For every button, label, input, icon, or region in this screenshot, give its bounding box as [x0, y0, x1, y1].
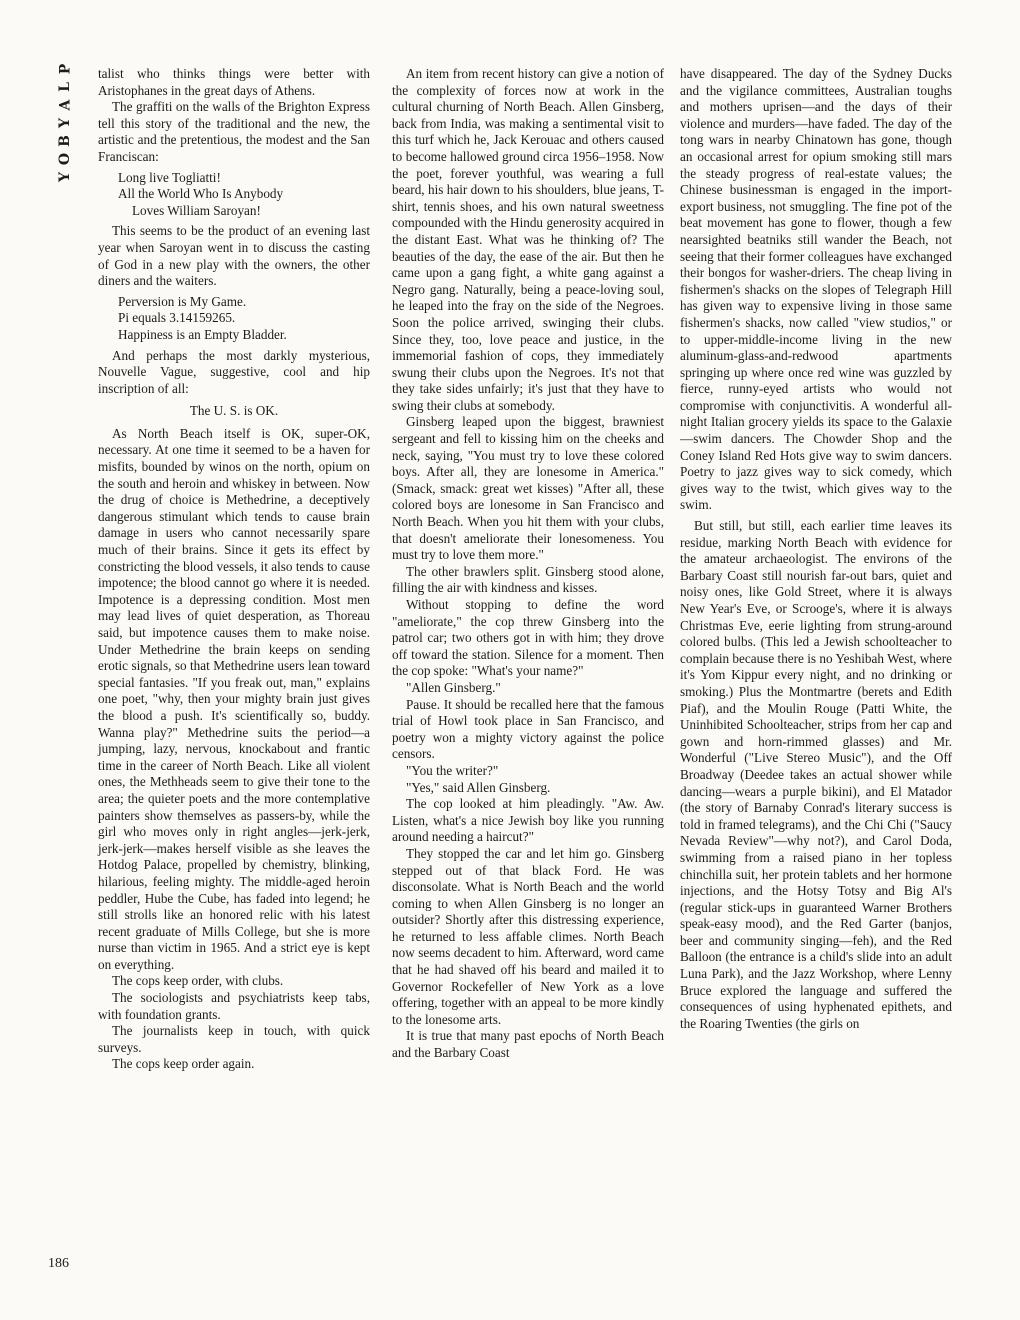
paragraph: have disappeared. The day of the Sydney Ducks and the vigilance committees, Australian toughs and mothers uprisen—and the days of their violence and murders—have faded. The day of the tong wars in nearby Chinatown has gone, though an occasional arrest for opium smoking still mars the steady progress of real-estate values; the Chinese businessman is engaged in the import-export business, not smuggling. The fine pot of the beat movement has gone to flower, though a few nearsighted beatniks still wander the Beach, not seeing that their former colleagues have exchanged their bongos for washer-driers. The cheap living in fishermen's shacks on the slopes of Telegraph Hill has given way to expensive living in those same fishermen's shacks, now called "view studios," or to upper-middle-income living in the new aluminum-glass-and-redwood apartments springing up where once red wine was guzzled by fierce, runny-eyed artists who would not compromise with conjunctivitis. A wonderful all-night Italian grocery yields its space to the Galaxie—swim dancers. The Chowder Shop and the Coney Island Red Hots give way to swim dancers. Poetry to jazz gives way to sick comedy, which gives way to the twist, which gives way to the swim.: [680, 66, 952, 513]
paragraph: An item from recent history can give a notion of the complexity of forces now at work in the cultural churning of North Beach. Allen Ginsberg, back from India, was making a sentimental visit to this turf which he, Jack Kerouac and others caused to become hallowed ground circa 1956–1958. Now the poet, forever youthful, was wearing a full beard, his hair down to his shoulders, blue jeans, T-shirt, tennis shoes, and his own natural sweetness compounded with the Hindu generosity acquired in the distant East. What was he thinking of? The beauties of the day, the ease of the air. But then he came upon a gang fight, a white gang against a Negro gang. Naturally, being a peace-loving soul, he leaped into the fray on the side of the Negroes. Soon the police arrived, swinging their clubs. Since they, too, love peace and justice, in the immemorial fashion of cops, they immediately swung their clubs upon the Negroes. It's not that they take sides unfairly; it's just that they have to swing their clubs at somebody.: [392, 66, 664, 413]
paragraph: Long live Togliatti!: [118, 169, 221, 185]
paragraph: The U. S. is OK.: [189, 403, 279, 419]
paragraph: "Allen Ginsberg.": [406, 679, 501, 695]
text-column-3: [680, 66, 952, 1032]
paragraph: The other brawlers split. Ginsberg stood alone, filling the air with kindness and kisses.: [392, 563, 664, 596]
paragraph: As North Beach itself is OK, super-OK, necessary. At one time it seemed to be a haven for misfits, bounded by winos on the north, opium on the south and heroin and whiskey in between. Now the drug of choice is Methedrine, a deceptively dangerous stimulant which tends to cause brain damage in users who cannot necessarily spare much of their brains. Since it gets its effect by constricting the blood vessels, it also tends to cause impotence; the blood cannot go where it is needed. Impotence is a depressing condition. Most men may lead lives of quiet desperation, as Thoreau said, but impotence causes them to make noise. Under Methedrine the brain keeps on sending erotic signals, so that Methedrine users lean toward special fantasies. "If you freak out, man," explains one poet, "why, then your mighty brain just gives the blood a push. It's scientifically so, buddy. Wanna play?" Methedrine suits the period—a jumping, lazy, nervous, knockabout and frantic time in the career of North Beach. Like all violent ones, the Methheads seem to give their tone to the area; the quieter poets and the more contemplative painters show themselves as passers-by, while the girl who moves only in right angles—jerk-jerk, jerk-jerk—makes herself visible as she leaves the Hotdog Palace, propelled by chemistry, blinking, hilarious, feeling mighty. The middle-aged heroin peddler, Hube the Cube, has faded into legend; he still strolls like an honored relic with his latest recent graduate of Mills College, but she is more nurse than victim in 1965. And a strict eye is kept on everything.: [98, 425, 370, 972]
masthead-letter: P: [57, 63, 73, 75]
paragraph: The journalists keep in touch, with quick surveys.: [98, 1023, 370, 1055]
paragraph: All the World Who Is Anybody: [118, 186, 284, 202]
paragraph: Pi equals 3.14159265.: [118, 310, 236, 326]
paragraph: The graffiti on the walls of the Brighton Express tell this story of the traditional and the new, the artistic and the pretentious, the modest and the San Franciscan:: [98, 99, 370, 164]
paragraph: Happiness is an Empty Bladder.: [118, 326, 287, 342]
paragraph: It is true that many past epochs of North Beach and the Barbary Coast: [392, 1028, 664, 1061]
paragraph: The cops keep order again.: [112, 1056, 255, 1072]
paragraph: They stopped the car and let him go. Ginsberg stepped out of that black Ford. He was disconsolate. What is North Beach and the world coming to when Allen Ginsberg is no longer an outsider? Shortly after this distressing experience, he returned to less affable climes. North Beach now seems decadent to him. Afterward, word came that he had shaved off his beard and mailed it to Governor Rockefeller of New York as a love offering, together with an appeal to be more kindly to the lonesome arts.: [392, 845, 664, 1027]
paragraph: Loves William Saroyan!: [132, 202, 261, 218]
paragraph: "You the writer?": [406, 762, 499, 778]
paragraph: "Yes," said Allen Ginsberg.: [406, 779, 551, 795]
paragraph: This seems to be the product of an evening last year when Saroyan went in to discuss the casting of God in a new play with the owners, the other diners and the waiters.: [98, 223, 370, 289]
masthead-letter: Y: [57, 118, 73, 128]
text-column-1: [98, 66, 370, 1073]
paragraph: Without stopping to define the word "ameliorate," the cop threw Ginsberg into the patrol car; two others got in with him; they drove off toward the station. Silence for a moment. Then the cop spoke: "What's your name?": [392, 597, 664, 679]
magazine-masthead: [50, 60, 80, 186]
paragraph: Perversion is My Game.: [118, 293, 247, 309]
paragraph: talist who thinks things were better with Aristophanes in the great days of Athens.: [98, 66, 370, 98]
page-number: 186: [48, 1256, 69, 1271]
paragraph: The cops keep order, with clubs.: [112, 973, 284, 989]
paragraph: Pause. It should be recalled here that the famous trial of Howl took place in San Francisco, and poetry won a mighty victory against the police censors.: [392, 696, 664, 762]
masthead-letter: Y: [57, 172, 73, 182]
masthead-letter: O: [56, 152, 73, 166]
paragraph: The sociologists and psychiatrists keep tabs, with foundation grants.: [98, 990, 370, 1022]
paragraph: But still, but still, each earlier time leaves its residue, marking North Beach with evidence for the amateur archaeologist. The environs of the Barbary Coast still nourish far-out bars, quiet and noisy ones, like Gold Street, where it is always New Year's Eve, or Scrooge's, where it is always Christmas Eve, eerie lighting from strung-around colored bulbs. (This led a Jewish schoolteacher to complain because there is no Yeshibah West, where it's Yom Kippur every night, and no drinking or smoking.) Plus the Montmartre (berets and Edith Piaf), and the Moulin Rouge (Patti White, the Uninhibited Schoolteacher, strips from her cap and gown and horn-rimmed glasses) and Mr. Wonderful ("Live Stereo Music"), and the Off Broadway (Deedee takes an actual shower while dancing—wears a purple bikini), and El Matador (the story of Barnaby Conrad's literary success is told in framed telegrams), and the Chi Chi ("Saucy Nevada Review"—why not?), and Carol Doda, swimming from a raised piano in her topless chinchilla suit, her protein tablets and her hormone injections, and the Hotsy Totsy and Big Al's (regular stick-ups in guaranteed Warner Brothers speak-easy mood), and the Red Garter (banjos, beer and community singing—feh), and the Red Balloon (the entrance is a child's slide into an adult Luna Park), and the Jazz Workshop, where Lenny Bruce explored the language and suffered the consequences of using hyphenated epithets, and the Roaring Twenties (the girls on: [680, 518, 952, 1031]
masthead-letter: A: [57, 99, 73, 111]
masthead-letter: B: [57, 135, 73, 147]
paragraph: Ginsberg leaped upon the biggest, brawniest sergeant and fell to kissing him on the cheeks and neck, saying, "You must try to love these colored boys. After all, they are lonesome in America." (Smack, smack: great wet kisses) "After all, these colored boys are lonesome in San Francisco and North Beach. When you hit them with your clubs, that doesn't ameliorate their lonesomeness. You must try to love them more.": [392, 414, 664, 563]
paragraph: The cop looked at him pleadingly. "Aw. Aw. Listen, what's a nice Jewish boy like you running around needing a haircut?": [392, 796, 664, 845]
masthead-letter: L: [57, 82, 73, 92]
text-column-2: [392, 66, 664, 1062]
paragraph: And perhaps the most darkly mysterious, Nouvelle Vague, suggestive, cool and hip inscription of all:: [98, 347, 370, 396]
